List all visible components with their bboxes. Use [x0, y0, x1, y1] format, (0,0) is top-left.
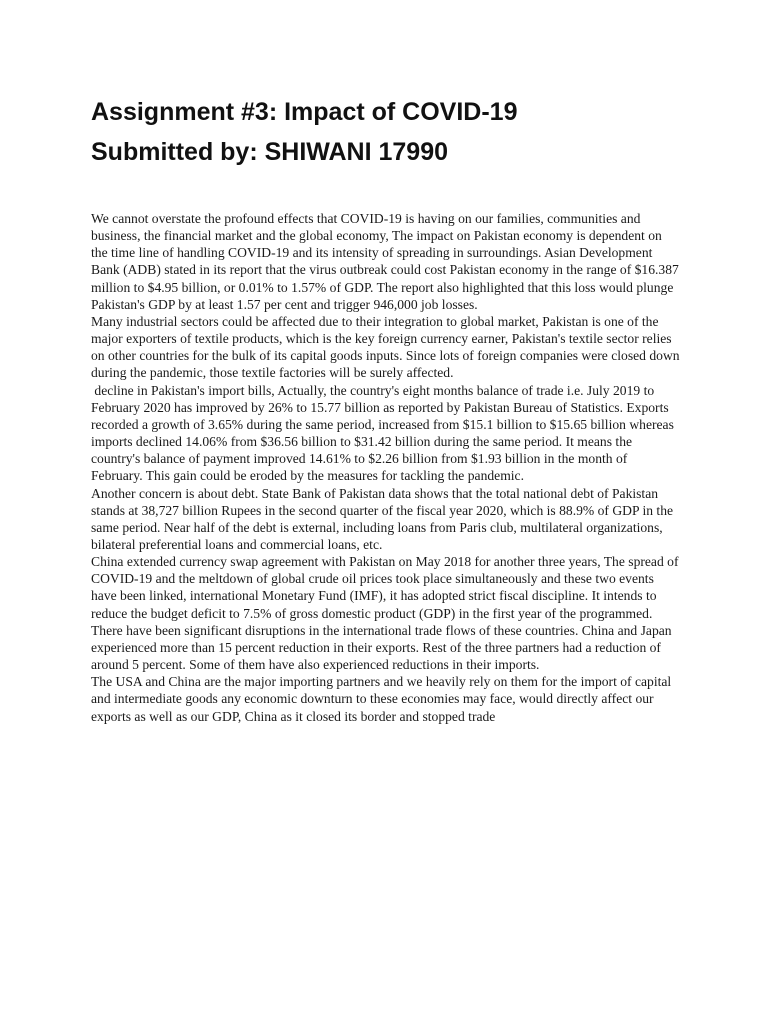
- document-subtitle: Submitted by: SHIWANI 17990: [91, 138, 449, 166]
- paragraph-trade-disruptions: There have been significant disruptions in the international trade flows of these countries. China and Japan experienced more than 15 percent reduction in their exports. Rest of the three partners had a reduction of around 5 percent. Some of them have also experienced reductions in their imports.: [91, 622, 675, 673]
- document-title: Assignment #3: Impact of COVID-19: [91, 98, 518, 126]
- paragraph-intro: We cannot overstate the profound effects that COVID-19 is having on our families, communities and business, the financial market and the global economy, The impact on Pakistan economy is dependent on the time line of handling COVID-19 and its intensity of spreading in surroundings. Asian Development Bank (ADB) stated in its report that the virus outbreak could cost Pakistan economy in the range of $16.387 million to $4.95 billion, or 0.01% to 1.57% of GDP. The report also highlighted that this loss would plunge Pakistan's GDP by at least 1.57 per cent and trigger 946,000 job losses.: [91, 211, 683, 312]
- document-body: [91, 210, 681, 725]
- paragraph-currency-swap: China extended currency swap agreement with Pakistan on May 2018 for another three years, The spread of COVID-19 and the meltdown of global crude oil prices took place simultaneously and these two events have been linked, international Monetary Fund (IMF), it has adopted strict fiscal discipline. It intends to reduce the budget deficit to 7.5% of gross domestic product (GDP) in the first year of the programmed.: [91, 554, 682, 621]
- paragraph-importing-partners: The USA and China are the major importing partners and we heavily rely on them for the import of capital and intermediate goods any economic downturn to these economies may face, would directly affect our exports as well as our GDP, China as it closed its border and stopped trade: [91, 674, 675, 724]
- paragraph-industrial-sectors: Many industrial sectors could be affected due to their integration to global market, Pakistan is one of the major exporters of textile products, which is the key foreign currency earner, Pakistan's textile sector relies on other countries for the bulk of its capital goods inputs. Since lots of foreign companies were closed down during the pandemic, those textile factories will be surely affected.: [91, 313, 683, 381]
- paragraph-debt: Another concern is about debt. State Bank of Pakistan data shows that the total national debt of Pakistan stands at 38,727 billion Rupees in the second quarter of the fiscal year 2020, which is 88.9% of GDP in the same period. Near half of the debt is external, including loans from Paris club, multilateral organizations, bilateral preferential loans and commercial loans, etc.: [91, 485, 677, 552]
- paragraph-import-bills: decline in Pakistan's import bills, Actually, the country's eight months balance of trade i.e. July 2019 to February 2020 has improved by 26% to 15.77 billion as reported by Pakistan Bureau of Statistics. Exports recorded a growth of 3.65% during the same period, increased from $15.1 billion to $15.65 billion whereas imports declined 14.06% from $36.56 billion to $31.42 billion during the same period. It means the country's balance of payment improved 14.61% to $2.26 billion from $1.93 billion in the month of February. This gain could be eroded by the measures for tackling the pandemic.: [91, 382, 678, 484]
